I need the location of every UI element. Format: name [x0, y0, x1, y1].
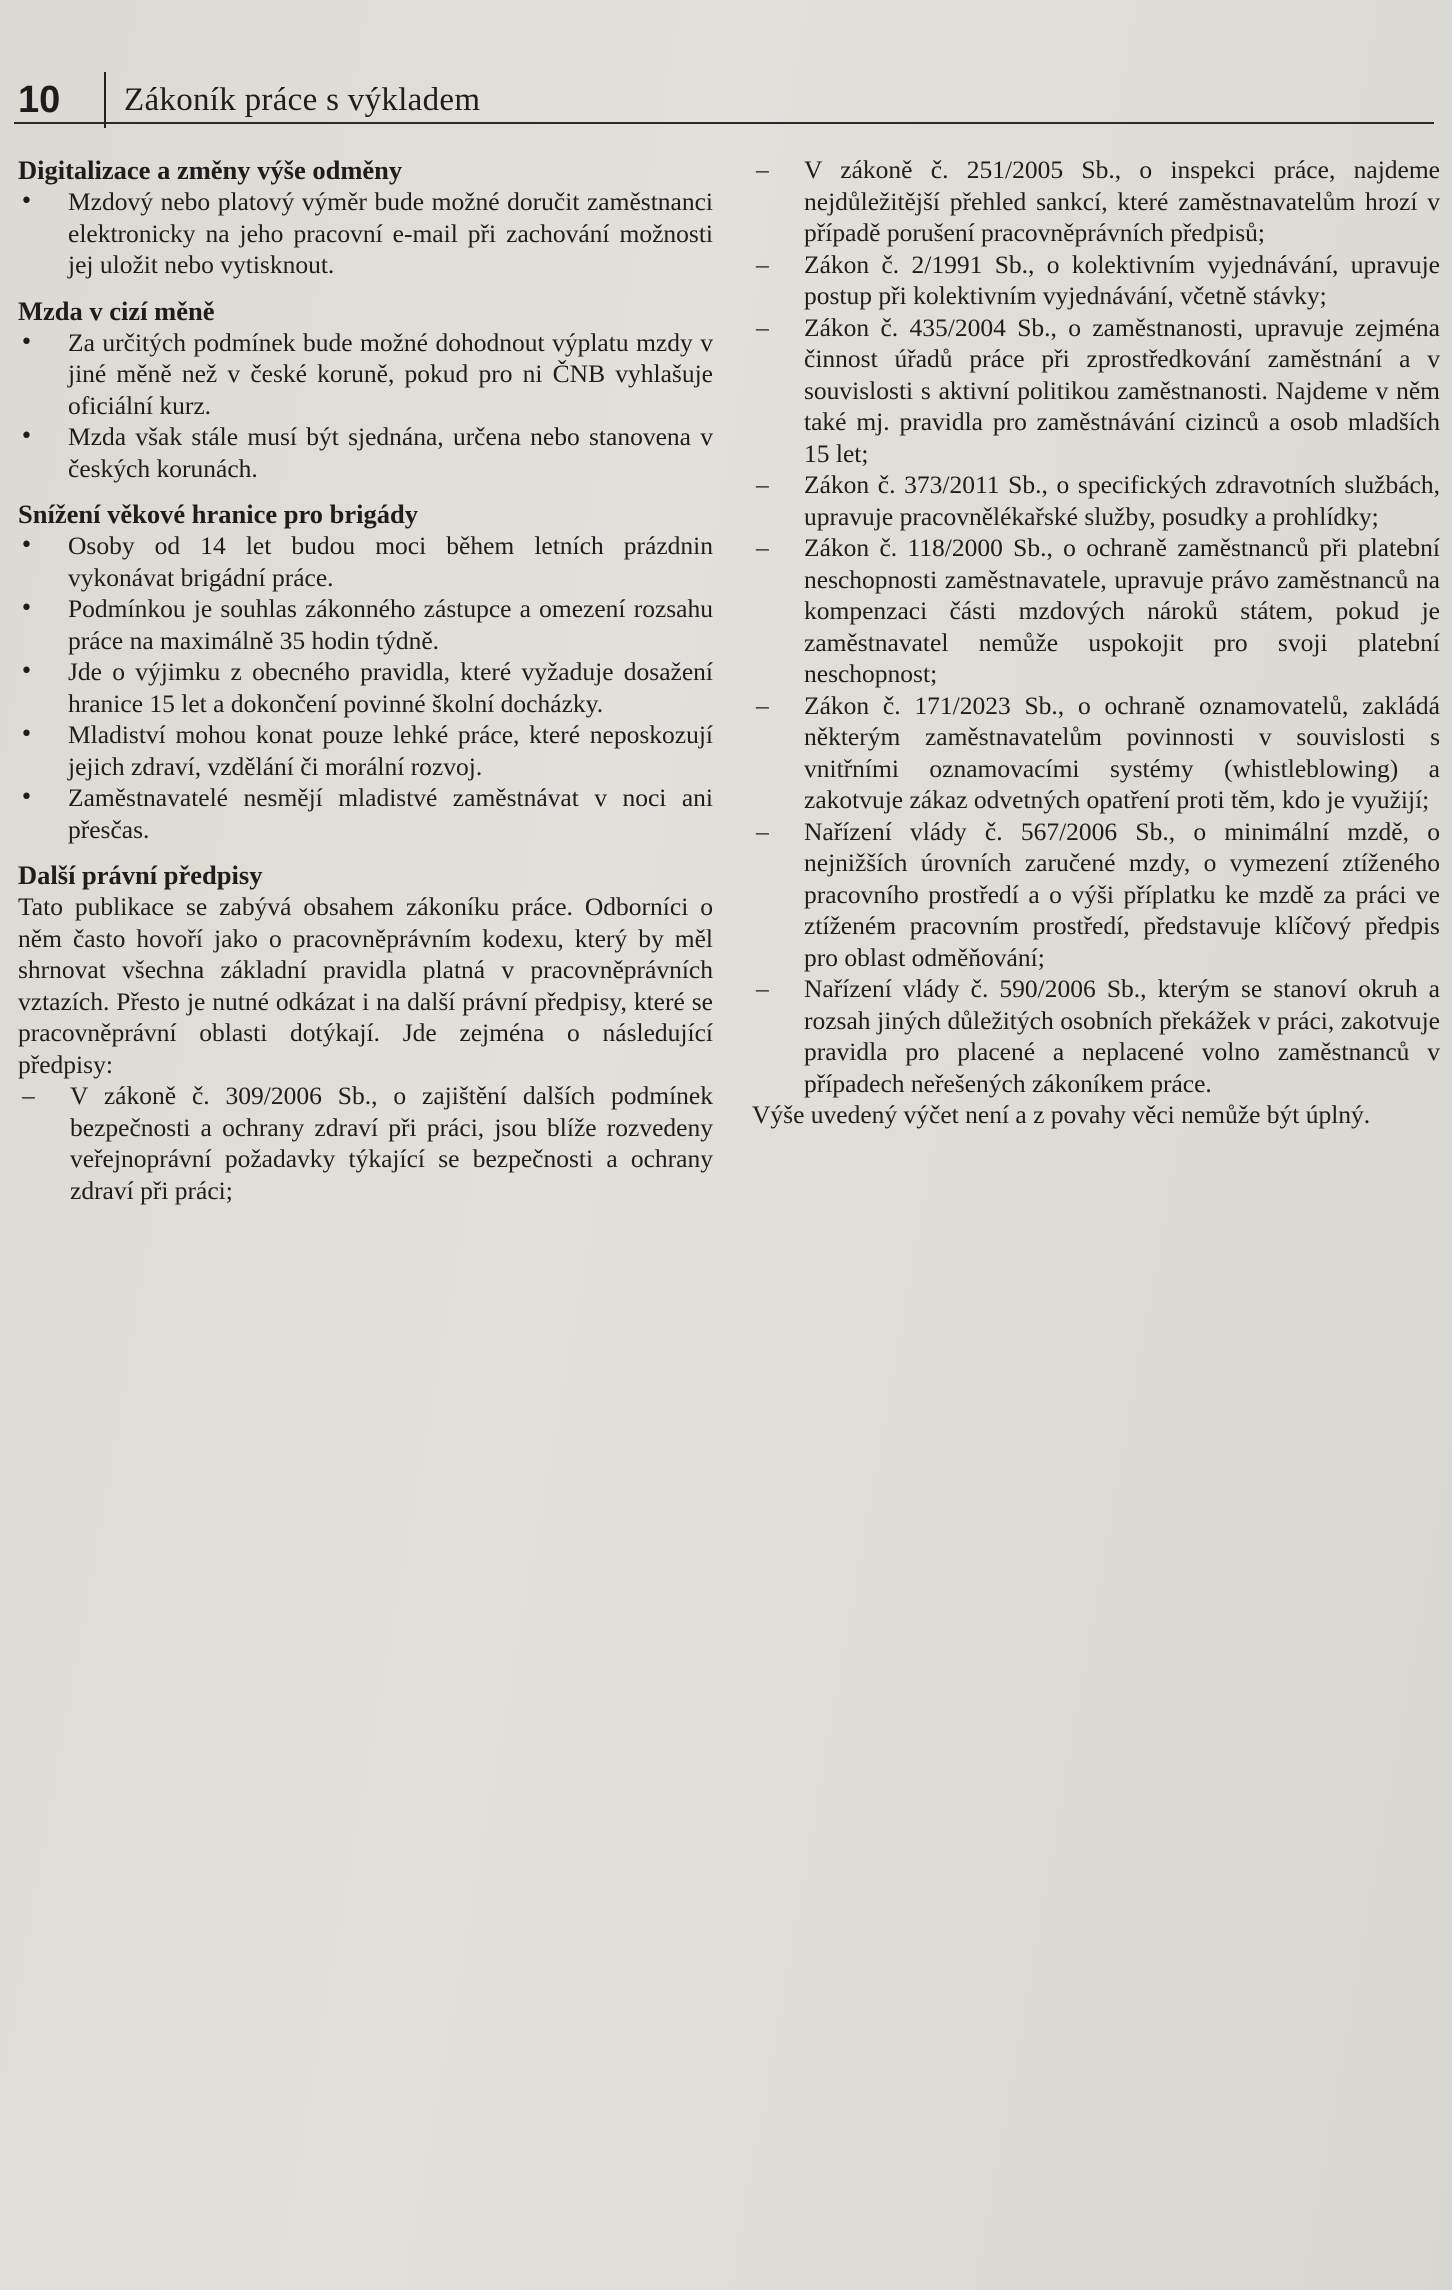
regulation-text: Zákon č. 2/1991 Sb., o kolektivním vyjednávání, upravuje postup při kolektivním vyjednávání, včetně stávky; [804, 249, 1440, 310]
page-number: 10 [18, 79, 61, 121]
bullet-text: Mzdový nebo platový výměr bude možné doručit zaměstnanci elektronicky na jeho pracovní e-mail při zachování možnosti jej uložit nebo vytisknout. [68, 187, 713, 279]
regulation-item [18, 1080, 713, 1206]
dash-marker: – [756, 974, 769, 1003]
section-other-regulations [18, 859, 713, 1206]
bullet-marker: • [20, 596, 33, 621]
bullet-text: Za určitých podmínek bude možné dohodnout výplatu mzdy v jiné měně než v české koruně, pokud pro ni ČNB vyhlašuje oficiální kurz. [68, 327, 713, 420]
regulation-text: Zákon č. 171/2023 Sb., o ochraně oznamovatelů, zakládá některým zaměstnavatelům povinnosti v souvislosti s vnitřními oznamovacími systémy (whistleblowing) a zakotvuje zákaz odvetných opatření proti těm, kdo je využijí; [804, 690, 1440, 814]
dash-marker: – [756, 470, 769, 499]
dash-marker: – [756, 249, 769, 279]
bullet-text: Podmínkou je souhlas zákonného zástupce a omezení rozsahu práce na maximálně 35 hodin týdně. [68, 594, 713, 655]
regulation-item [752, 532, 1440, 690]
regulation-text: V zákoně č. 309/2006 Sb., o zajištění dalších podmínek bezpečnosti a ochrany zdraví při práci, jsou blíže rozvedeny veřejnoprávní požadavky týkající se bezpečnosti a ochrany zdraví při práci; [70, 1081, 713, 1205]
bullet-marker: • [20, 189, 33, 214]
dash-marker: – [756, 816, 769, 846]
section-foreign-currency [18, 295, 713, 485]
intro-paragraph: Tato publikace se zabývá obsahem zákoníku práce. Odborníci o něm často hovoří jako o pracovněprávním kodexu, který by měl shrnovat všechna základní pravidla platná v pracovněprávních vztazích. Přesto je nutné odkázat i na další právní předpisy, které se pracovněprávní oblasti dotýkají. Jde zejména o následující předpisy: [18, 892, 713, 1079]
regulation-text: Zákon č. 373/2011 Sb., o specifických zdravotních službách, upravuje pracovnělékařské služby, posudky a prohlídky; [804, 470, 1440, 531]
bullet-item [18, 186, 713, 281]
bullet-marker: • [20, 659, 33, 684]
bullet-list [18, 327, 713, 485]
regulation-list [18, 1080, 713, 1206]
bullet-text: Mzda však stále musí být sjednána, určena nebo stanovena v českých korunách. [68, 422, 713, 483]
section-heading: Digitalizace a změny výše odměny [18, 155, 403, 185]
regulation-item [752, 973, 1440, 1099]
right-column [752, 154, 1440, 1131]
dash-marker: – [756, 533, 769, 562]
regulation-item [752, 312, 1440, 470]
regulation-text: Zákon č. 435/2004 Sb., o zaměstnanosti, upravuje zejména činnost úřadů práce při zprostředkování zaměstnání a v souvislosti s aktivní politikou zaměstnanosti. Najdeme v něm také mj. pravidla pro zaměstnávání cizinců a osob mladších 15 let; [804, 312, 1440, 468]
regulation-item [752, 469, 1440, 532]
dash-marker: – [756, 155, 769, 184]
regulation-text: V zákoně č. 251/2005 Sb., o inspekci práce, najdeme nejdůležitější přehled sankcí, které zaměstnavatelům hrozí v případě porušení pracovněprávních předpisů; [804, 155, 1440, 247]
bullet-item [18, 530, 713, 593]
bullet-text: Zaměstnavatelé nesmějí mladistvé zaměstnávat v noci ani přesčas. [68, 783, 713, 844]
bullet-marker: • [20, 424, 33, 449]
section-age-limit [18, 498, 713, 845]
bullet-item [18, 421, 713, 484]
left-column [18, 154, 713, 1220]
section-heading: Snížení věkové hranice pro brigády [18, 499, 418, 529]
bullet-marker: • [20, 533, 33, 558]
regulation-text: Nařízení vlády č. 567/2006 Sb., o minimální mzdě, o nejnižších úrovních zaručené mzdy, o vymezení ztíženého pracovního prostředí a o výši příplatku ke mzdě za práci ve ztíženém pracovním prostředí, představuje klíčový předpis pro oblast odměňování; [804, 816, 1440, 972]
regulation-list [752, 154, 1440, 1099]
dash-marker: – [756, 690, 769, 720]
bullet-item [18, 327, 713, 422]
bullet-item [18, 593, 713, 656]
bullet-item [18, 782, 713, 845]
dash-marker: – [22, 1081, 35, 1110]
bullet-text: Mladiství mohou konat pouze lehké práce, které neposkozují jejich zdraví, vzdělání či morální rozvoj. [68, 720, 713, 781]
regulation-text: Zákon č. 118/2000 Sb., o ochraně zaměstnanců při platební neschopnosti zaměstnavatele, upravuje právo zaměstnanců na kompenzaci části mzdových nároků státem, pokud je zaměstnavatel nemůže uspokojit pro svoji platební neschopnost; [804, 533, 1440, 688]
page-header [14, 72, 1434, 128]
bullet-item [18, 719, 713, 782]
bullet-marker: • [20, 329, 33, 355]
regulation-item [752, 690, 1440, 816]
bullet-text: Osoby od 14 let budou moci během letních prázdnin vykonávat brigádní práce. [68, 531, 713, 592]
regulation-item [752, 816, 1440, 974]
header-divider [104, 72, 106, 128]
bullet-list [18, 530, 713, 845]
section-heading: Mzda v cizí měně [18, 295, 215, 326]
regulation-item [752, 154, 1440, 249]
section-heading: Další právní předpisy [18, 860, 263, 890]
regulation-item [752, 249, 1440, 312]
header-rule [14, 122, 1434, 124]
bullet-marker: • [20, 722, 33, 747]
dash-marker: – [756, 312, 769, 342]
bullet-item [18, 656, 713, 719]
bullet-marker: • [20, 785, 33, 810]
bullet-list [18, 186, 713, 281]
closing-sentence: Výše uvedený výčet není a z povahy věci nemůže být úplný. [752, 1100, 1371, 1129]
section-digitalization [18, 154, 713, 281]
regulation-text: Nařízení vlády č. 590/2006 Sb., kterým se stanoví okruh a rozsah jiných důležitých osobních překážek v práci, zakotvuje pravidla pro placené a neplacené volno zaměstnanců v případech neřešených zákoníkem práce. [804, 974, 1440, 1098]
bullet-text: Jde o výjimku z obecného pravidla, které vyžaduje dosažení hranice 15 let a dokončení povinné školní docházky. [68, 657, 713, 718]
running-title: Zákoník práce s výkladem [124, 82, 481, 118]
